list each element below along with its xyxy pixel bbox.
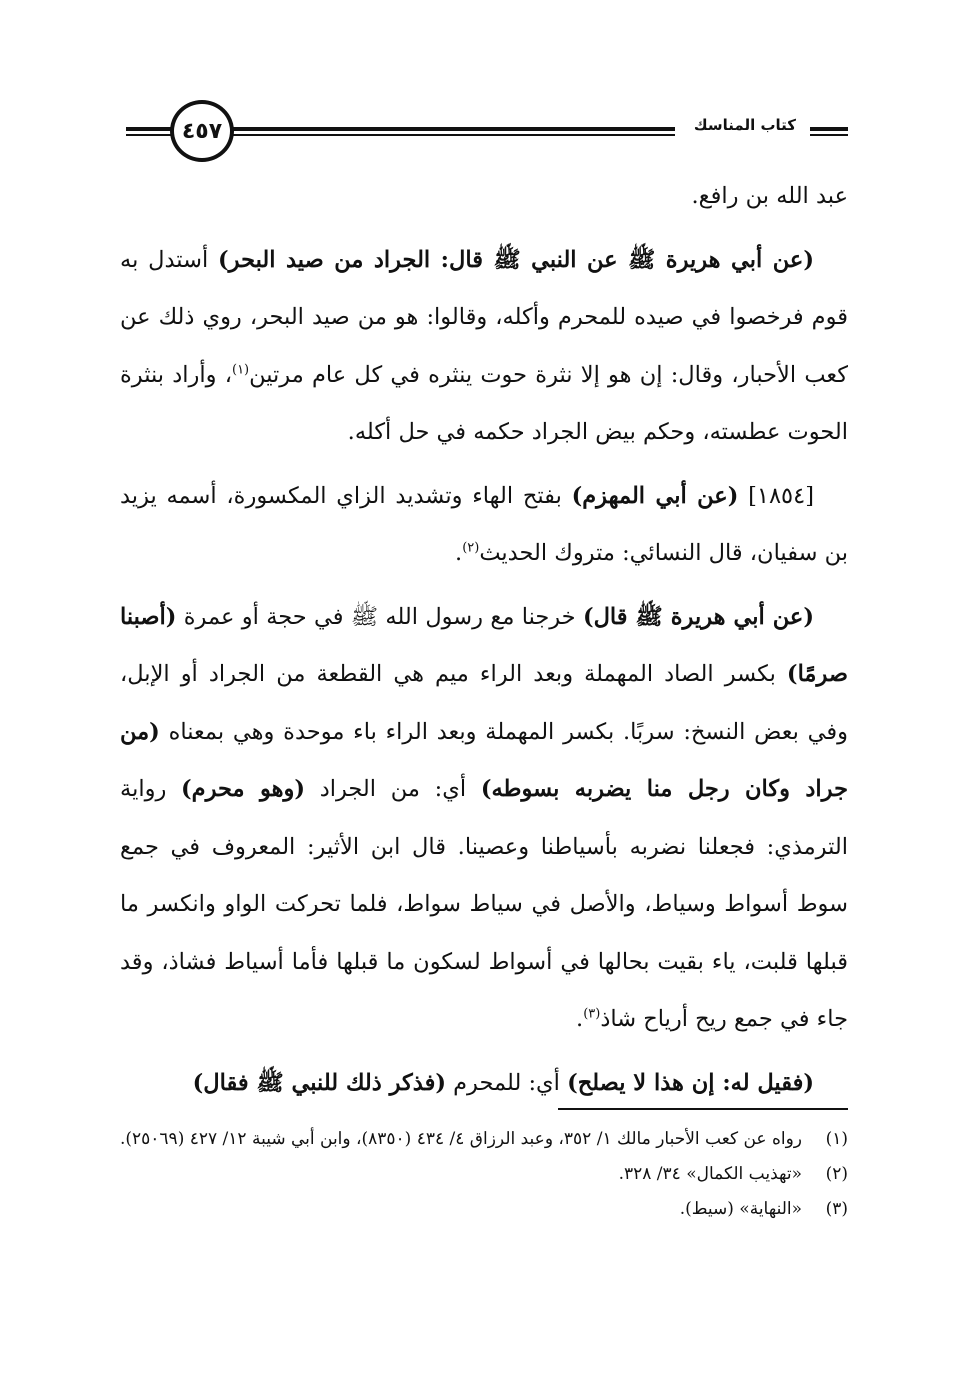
footnote-number: (٢) xyxy=(825,1164,848,1184)
footnote-marker: (٣) xyxy=(583,1006,601,1022)
bold-text-segment: (فذكر ذلك للنبي ﷺ فقال) xyxy=(192,1069,446,1096)
text-segment: أي: للمحرم xyxy=(445,1069,568,1096)
bold-text-segment: (وهو محرم) xyxy=(181,776,305,802)
text-segment: . xyxy=(455,540,463,566)
footnotes xyxy=(120,1122,848,1227)
header-rule xyxy=(810,127,848,131)
paragraph xyxy=(120,1055,848,1113)
header-rule xyxy=(810,134,848,136)
page-header xyxy=(126,96,848,166)
bold-text-segment: (فقيل له: إن هذا لا يصلح) xyxy=(567,1069,814,1096)
footnote xyxy=(120,1157,848,1192)
paragraph xyxy=(120,589,848,1049)
header-rule xyxy=(126,134,174,136)
footnote-text: رواه عن كعب الأحبار مالك ١/ ٣٥٢، وعبد الرزاق ٤/ ٤٣٤ (٨٣٥٠)، وابن أبي شيبة ١٢/ ٤٢٧ (٢٥٠٦٩). xyxy=(119,1129,802,1149)
text-segment: أي: من الجراد xyxy=(305,776,481,802)
bold-text-segment: (من جراد وكان رجل منا يضربه بسوطه) xyxy=(120,718,848,802)
main-text xyxy=(120,168,848,1118)
footnote-number: (١) xyxy=(825,1129,848,1149)
bold-text-segment: (عن أبي هريرة ﷺ عن النبي ﷺ قال: الجراد من صيد البحر) xyxy=(218,246,814,273)
text-segment: بكسر الصاد المهملة وبعد الراء ميم هي القطعة من الجراد أو الإبل، وفي بعض النسخ: سربًا. بكسر المهملة وبعد الراء باء موحدة وهي بمعناه xyxy=(120,661,848,745)
bold-text-segment: (عن أبي هريرة ﷺ قال) xyxy=(582,603,814,630)
footnote-text: «تهذيب الكمال» ٣٤/ ٣٢٨. xyxy=(618,1164,802,1184)
paragraph xyxy=(120,232,848,462)
running-title: كتاب المناسك xyxy=(690,116,800,134)
paragraph xyxy=(120,168,848,226)
text-segment: عبد الله بن رافع. xyxy=(691,183,848,209)
text-segment: أستدل به قوم فرخصوا في صيده للمحرم وأكله، وقالوا: هو من صيد البحر، روي ذلك عن كعب الأحبار، وقال: إن هو إلا نثرة حوت ينثره في كل عام مرتين xyxy=(120,246,848,388)
paragraph xyxy=(120,468,848,583)
footnote-number: (٣) xyxy=(825,1199,848,1219)
footnote-marker: (٢) xyxy=(462,540,480,556)
bold-text-segment: (عن أبي المهزم) xyxy=(571,482,739,509)
text-segment: . xyxy=(576,1006,584,1032)
footnote-marker: (١) xyxy=(231,362,250,377)
page-number: ٤٥٧ xyxy=(181,118,223,144)
footnote-separator xyxy=(558,1108,848,1110)
footnote xyxy=(120,1192,848,1227)
text-segment: ، وأراد بنثرة الحوت عطسته، وحكم بيض الجراد حكمه في حل أكله. xyxy=(120,361,848,445)
header-rule xyxy=(230,134,675,136)
text-segment: رواية الترمذي: فجعلنا نضربه بأسياطنا وعصينا. قال ابن الأثير: المعروف في جمع سوط أسواط وسياط، والأصل في سياط سواط، فلما تحركت الواو وانكسر ما قبلها قلبت، ياء بقيت بحالها في أسواط لسكون ما قبلها فأما أسياط فشاذ، وقد جاء في جمع ريح أرياح شاذ xyxy=(120,776,849,1032)
header-rule xyxy=(230,127,675,131)
bold-text-segment: (أصبنا صرمًا) xyxy=(120,603,848,687)
text-segment: [١٨٥٤] xyxy=(738,482,814,509)
header-rule xyxy=(126,127,174,131)
text-segment: بفتح الهاء وتشديد الزاي المكسورة، أسمه يزيد بن سفيان، قال النسائي: متروك الحديث xyxy=(120,482,848,566)
footnote xyxy=(120,1122,848,1157)
page-number-badge xyxy=(170,100,234,162)
text-segment: خرجنا مع رسول الله ﷺ في حجة أو عمرة xyxy=(176,603,583,630)
footnote-text: «النهاية» (سيط). xyxy=(679,1199,802,1219)
